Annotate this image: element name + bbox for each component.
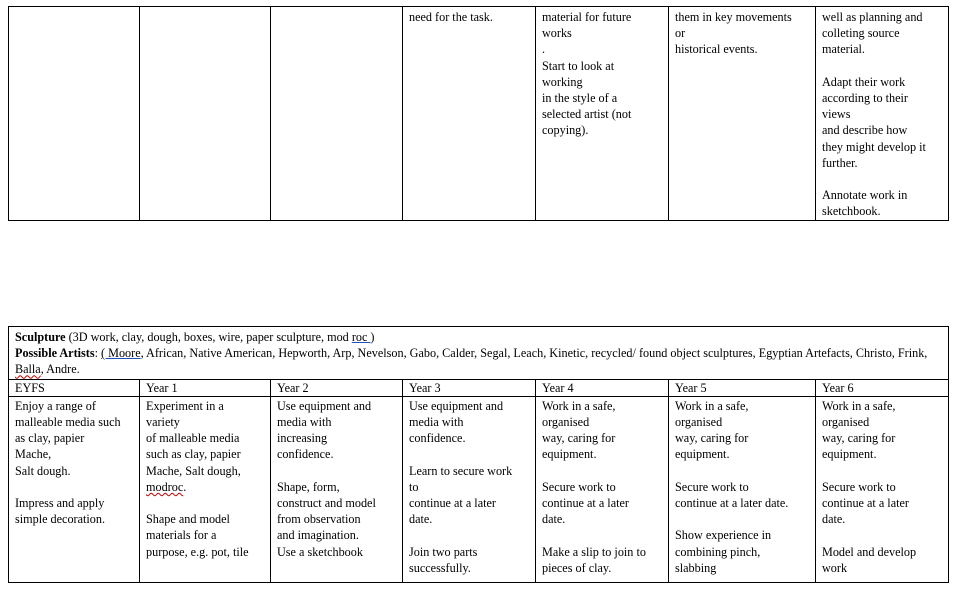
table-cell xyxy=(140,7,271,221)
artist-moore: ( Moore xyxy=(101,346,141,361)
modroc-term: modroc xyxy=(146,479,184,494)
sculpture-header-cell xyxy=(9,327,949,380)
table-row xyxy=(9,7,949,221)
year-label: Year 3 xyxy=(409,380,441,395)
sculpture-description: (3D work, clay, dough, boxes, wire, paper sculpture, mod xyxy=(65,330,352,344)
artists-line-end xyxy=(15,361,942,377)
content-cell xyxy=(271,396,403,582)
content-cell xyxy=(536,396,669,582)
year-label: Year 4 xyxy=(542,380,574,395)
year-label: Year 6 xyxy=(822,380,854,395)
year-header xyxy=(403,379,536,396)
table-cell xyxy=(271,7,403,221)
possible-artists-line xyxy=(15,345,942,361)
content-cell xyxy=(669,396,816,582)
cell-text: need for the task. xyxy=(409,10,493,24)
cell-text-part: . Shape and model materials for a purpose, e.g. pot, tile xyxy=(146,479,249,559)
cell-text: well as planning and colleting source material. Adapt their work according to their views and describe how they might develop it further. Annotate work in sketchbook. xyxy=(822,10,926,219)
year-header-row xyxy=(9,379,949,396)
title-close: ) xyxy=(370,330,375,344)
sculpture-title-line xyxy=(15,329,942,345)
cell-text: Work in a safe, organised way, caring for equipment. Secure work to continue at a later date. Show experience in combining pinch, slabbing xyxy=(675,398,789,575)
table-cell xyxy=(9,7,140,221)
year-header xyxy=(536,379,669,396)
cell-text: them in key movements or historical events. xyxy=(675,10,792,57)
artists-list: , African, Native American, Hepworth, Arp, Nevelson, Gabo, Calder, Segal, Leach, Kinetic, recycled/ found object sculptures, Egyptian Artefacts, Christo, Frink, xyxy=(140,346,928,361)
cell-text xyxy=(146,398,268,560)
sculpture-table xyxy=(8,326,949,583)
year-header xyxy=(9,379,140,396)
sculpture-header-row xyxy=(9,327,949,380)
content-cell xyxy=(140,396,271,582)
table-cell xyxy=(669,7,816,221)
year-label: Year 5 xyxy=(675,380,707,395)
content-cell xyxy=(9,396,140,582)
year-header xyxy=(669,379,816,396)
cell-text: Use equipment and media with confidence. Learn to secure work to continue at a later date. Join two parts successfully. xyxy=(409,398,513,575)
artists-colon: : xyxy=(94,346,101,361)
sculpture-title: Sculpture xyxy=(15,330,66,344)
table-cell xyxy=(403,7,536,221)
cell-text: Work in a safe, organised way, caring for equipment. Secure work to continue at a later date. Model and develop work xyxy=(822,398,917,575)
year-header xyxy=(140,379,271,396)
year-header xyxy=(816,379,949,396)
artist-balla: Balla xyxy=(15,362,41,377)
table-cell xyxy=(816,7,949,221)
year-label: Year 1 xyxy=(146,380,178,395)
cell-text: material for future works . Start to look at working in the style of a selected artist (not copying). xyxy=(542,10,632,138)
content-cell xyxy=(816,396,949,582)
possible-artists-label: Possible Artists xyxy=(15,346,95,361)
table-cell xyxy=(536,7,669,221)
content-cell xyxy=(403,396,536,582)
year-label: Year 2 xyxy=(277,380,309,395)
year-label: EYFS xyxy=(15,380,45,395)
modroc-word: roc xyxy=(351,330,371,344)
cell-text: Use equipment and media with increasing confidence. Shape, form, construct and model from observation and imagination. Use a sketchbook xyxy=(277,398,376,559)
cell-text: Enjoy a range of malleable media such as clay, papier Mache, Salt dough. Impress and apply simple decoration. xyxy=(15,398,121,527)
content-row xyxy=(9,396,949,582)
artists-end: , Andre. xyxy=(40,362,80,377)
year-header xyxy=(271,379,403,396)
cell-text-part: Experiment in a variety of malleable media such as clay, papier Mache, Salt dough, xyxy=(146,398,241,478)
cell-text: Work in a safe, organised way, caring for equipment. Secure work to continue at a later date. Make a slip to join to pieces of clay. xyxy=(542,398,646,575)
top-table xyxy=(8,6,949,221)
